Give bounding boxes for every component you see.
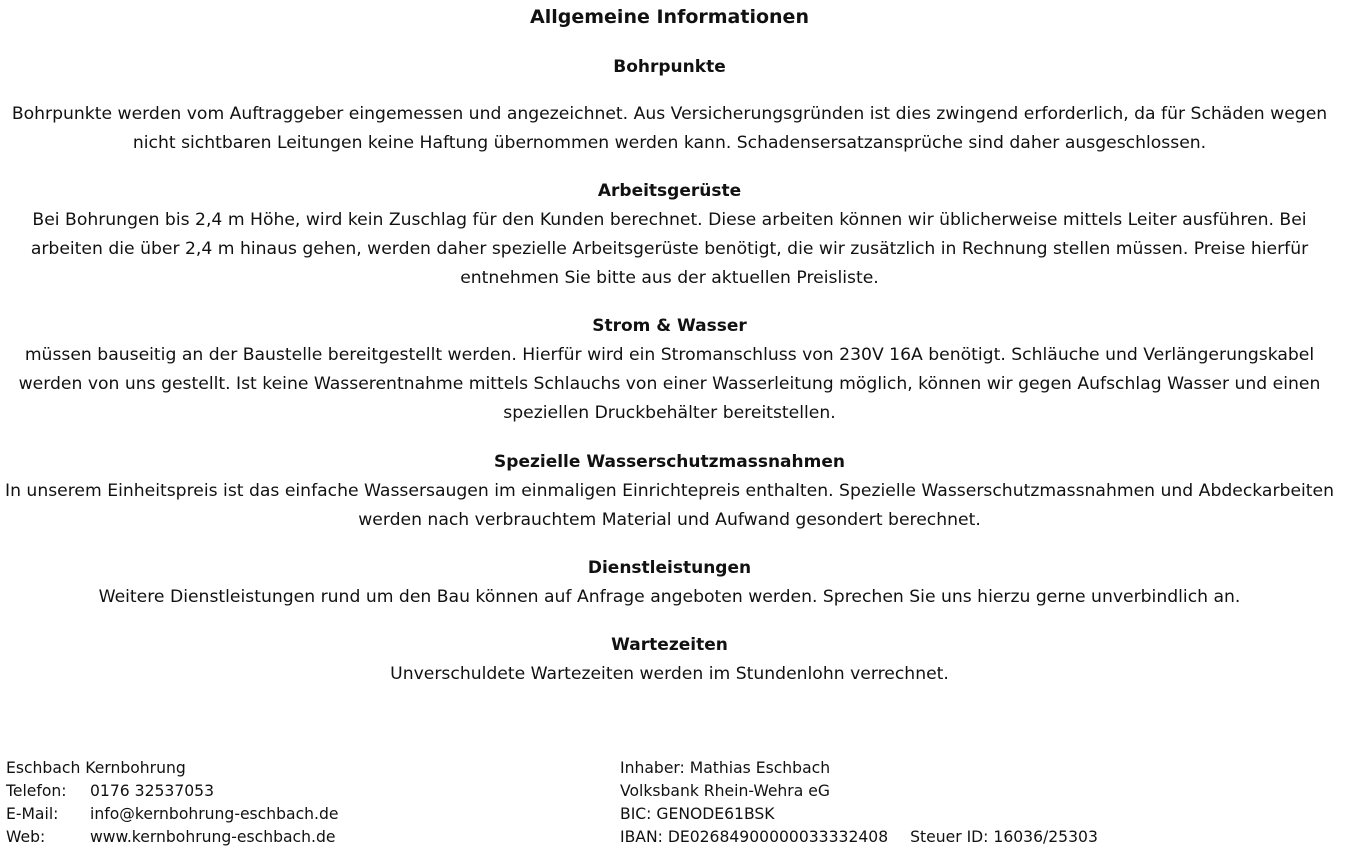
owner: Inhaber: Mathias Eschbach xyxy=(620,759,831,777)
phone-label: Telefon: xyxy=(6,782,67,800)
company-name: Eschbach Kernbohrung xyxy=(6,759,186,777)
section-text-wasserschutz: In unserem Einheitspreis ist das einfache Wassersaugen im einmaligen Einrichtepreis enthalten. Spezielle Wasserschutzmassnahmen und Abdeckarbeiten werden nach verbrauchtem Material und Aufwand gesondert berechnet. xyxy=(5,481,1334,530)
section-heading-strom-wasser: Strom & Wasser xyxy=(592,316,747,336)
page-title: Allgemeine Informationen xyxy=(530,6,809,28)
web-row xyxy=(6,826,566,849)
section-heading-bohrpunkte: Bohrpunkte xyxy=(613,57,726,77)
phone-row xyxy=(6,780,566,803)
iban-row xyxy=(620,826,1320,849)
section-text-dienstleistungen: Weitere Dienstleistungen rund um den Bau können auf Anfrage angeboten werden. Sprechen Sie uns hierzu gerne unverbindlich an. xyxy=(98,587,1241,607)
section-heading-dienstleistungen: Dienstleistungen xyxy=(587,558,752,578)
section-heading-wasserschutz: Spezielle Wasserschutzmassnahmen xyxy=(494,452,845,472)
email-label: E-Mail: xyxy=(6,805,59,823)
web-label: Web: xyxy=(6,828,46,846)
section-text-arbeitsgerueste: Bei Bohrungen bis 2,4 m Höhe, wird kein Zuschlag für den Kunden berechnet. Diese arbeiten können wir üblicherweise mittels Leiter ausführen. Bei arbeiten die über 2,4 m hinaus gehen, werden daher spezielle Arbeitsgerüste benötigt, die wir zusätzlich in Rechnung stellen müssen. Preise hierfür entnehmen Sie bitte aus der aktuellen Preisliste. xyxy=(30,210,1309,288)
footer-contact xyxy=(6,757,566,849)
web-value: www.kernbohrung-eschbach.de xyxy=(90,828,336,846)
email-value: info@kernbohrung-eschbach.de xyxy=(90,805,339,823)
section-text-wartezeiten: Unverschuldete Wartezeiten werden im Stundenlohn verrechnet. xyxy=(390,664,949,684)
section-text-bohrpunkte: Bohrpunkte werden vom Auftraggeber eingemessen und angezeichnet. Aus Versicherungsgründen ist dies zwingend erforderlich, da für Schäden wegen nicht sichtbaren Leitungen keine Haftung übernommen werden kann. Schadensersatzansprüche sind daher ausgeschlossen. xyxy=(11,104,1328,153)
bic: BIC: GENODE61BSK xyxy=(620,805,775,823)
section-heading-wartezeiten: Wartezeiten xyxy=(611,635,728,655)
email-row xyxy=(6,803,566,826)
section-text-strom-wasser: müssen bauseitig an der Baustelle bereitgestellt werden. Hierfür wird ein Stromanschluss von 230V 16A benötigt. Schläuche und Verlängerungskabel werden von uns gestellt. Ist keine Wasserentnahme mittels Schlauchs von einer Wasserleitung möglich, können wir gegen Aufschlag Wasser und einen speziellen Druckbehälter bereitstellen. xyxy=(18,345,1321,423)
section-heading-arbeitsgerueste: Arbeitsgerüste xyxy=(597,181,742,201)
phone-value: 0176 32537053 xyxy=(90,782,215,800)
tax-id: Steuer ID: 16036/25303 xyxy=(910,828,1098,846)
iban: IBAN: DE02684900000033332408 xyxy=(620,828,889,846)
bank-name: Volksbank Rhein-Wehra eG xyxy=(620,782,830,800)
footer-bank xyxy=(620,757,1320,849)
